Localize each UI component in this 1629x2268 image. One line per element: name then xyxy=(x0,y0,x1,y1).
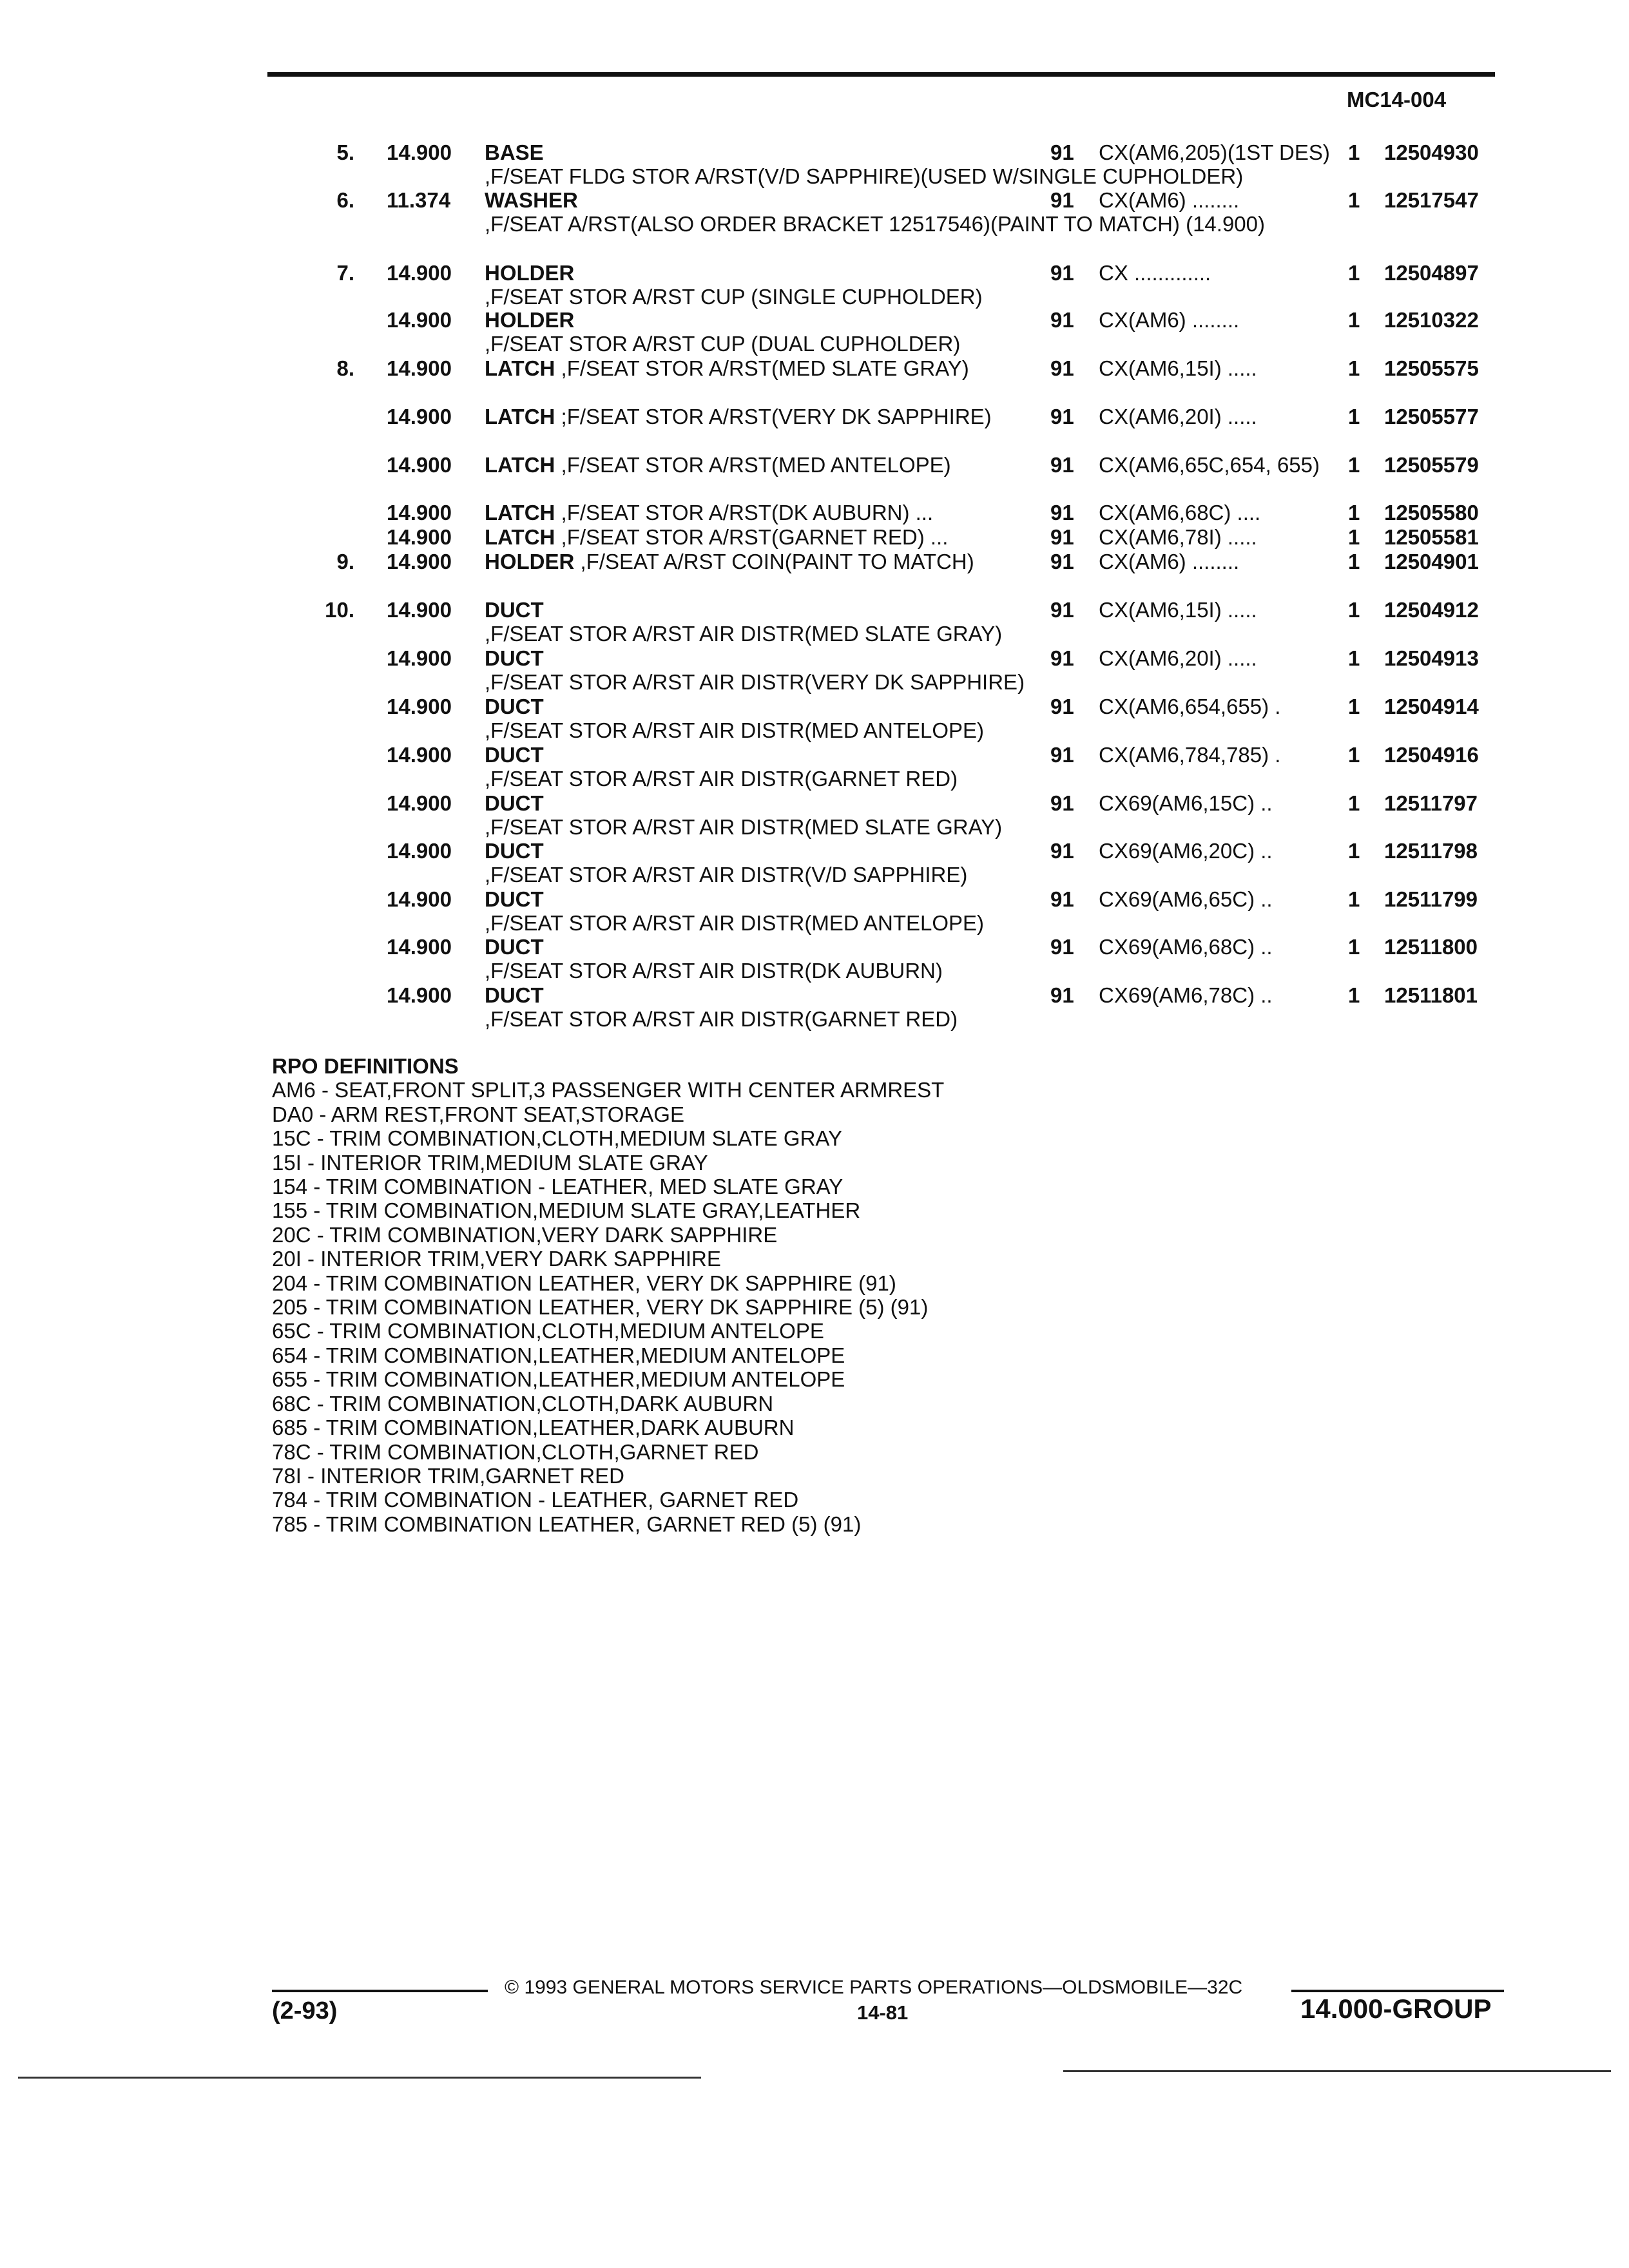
part-description xyxy=(485,356,1000,380)
part-name: DUCT xyxy=(485,791,544,815)
model-year: 91 xyxy=(1050,356,1074,380)
part-description xyxy=(485,525,1000,549)
model-usage: CX(AM6) ........ xyxy=(1099,308,1240,332)
part-description xyxy=(485,261,1000,309)
model-year: 91 xyxy=(1050,453,1074,477)
part-description xyxy=(485,501,1000,524)
model-usage: CX(AM6,65C,654, 655) xyxy=(1099,453,1320,477)
reference-number: 10. xyxy=(325,598,354,622)
rpo-item: 155 - TRIM COMBINATION,MEDIUM SLATE GRAY,LEATHER xyxy=(272,1198,861,1223)
model-year: 91 xyxy=(1050,501,1074,524)
quantity: 1 xyxy=(1348,453,1360,477)
model-usage: CX ............. xyxy=(1099,261,1211,285)
model-usage: CX(AM6) ........ xyxy=(1099,188,1240,212)
part-number: 12505575 xyxy=(1384,356,1479,380)
part-detail: ,F/SEAT STOR A/RST AIR DISTR(DK AUBURN) xyxy=(485,959,943,983)
rpo-item: 784 - TRIM COMBINATION - LEATHER, GARNET RED xyxy=(272,1488,799,1512)
quantity: 1 xyxy=(1348,261,1360,285)
rpo-item: DA0 - ARM REST,FRONT SEAT,STORAGE xyxy=(272,1102,684,1126)
quantity: 1 xyxy=(1348,887,1360,911)
part-detail: ,F/SEAT STOR A/RST(MED SLATE GRAY) xyxy=(555,356,969,380)
rpo-title: RPO DEFINITIONS xyxy=(272,1054,459,1078)
reference-number: 8. xyxy=(336,356,354,380)
rpo-item: 68C - TRIM COMBINATION,CLOTH,DARK AUBURN xyxy=(272,1391,774,1416)
group-number: 14.900 xyxy=(387,501,452,524)
rpo-item: AM6 - SEAT,FRONT SPLIT,3 PASSENGER WITH CENTER ARMREST xyxy=(272,1078,945,1102)
model-year: 91 xyxy=(1050,525,1074,549)
group-number: 14.900 xyxy=(387,791,452,815)
reference-number: 5. xyxy=(336,140,354,164)
rpo-item: 655 - TRIM COMBINATION,LEATHER,MEDIUM ANTELOPE xyxy=(272,1367,845,1392)
rpo-definitions xyxy=(272,1054,944,1536)
part-number: 12504930 xyxy=(1384,140,1479,164)
part-detail: ,F/SEAT STOR A/RST AIR DISTR(MED ANTELOPE) xyxy=(485,718,985,742)
group-number: 14.900 xyxy=(387,887,452,911)
group-number: 14.900 xyxy=(387,646,452,670)
model-usage: CX(AM6,20I) ..... xyxy=(1099,405,1257,428)
model-year: 91 xyxy=(1050,743,1074,767)
quantity: 1 xyxy=(1348,646,1360,670)
quantity: 1 xyxy=(1348,743,1360,767)
page-code: MC14-004 xyxy=(1347,88,1447,111)
model-usage: CX(AM6,78I) ..... xyxy=(1099,525,1257,549)
group-number: 14.900 xyxy=(387,743,452,767)
footer-left-rule xyxy=(272,1990,488,1992)
group-number: 14.900 xyxy=(387,983,452,1007)
part-number: 12504913 xyxy=(1384,646,1479,670)
rpo-item: 685 - TRIM COMBINATION,LEATHER,DARK AUBURN xyxy=(272,1416,795,1440)
quantity: 1 xyxy=(1348,308,1360,332)
model-year: 91 xyxy=(1050,839,1074,863)
part-name: HOLDER xyxy=(485,308,575,332)
group-number: 11.374 xyxy=(387,188,451,212)
part-detail: ,F/SEAT STOR A/RST AIR DISTR(MED SLATE GRAY) xyxy=(485,622,1003,646)
part-number: 12511801 xyxy=(1384,983,1478,1007)
model-usage: CX69(AM6,65C) .. xyxy=(1099,887,1273,911)
model-usage: CX69(AM6,15C) .. xyxy=(1099,791,1273,815)
part-detail: ,F/SEAT STOR A/RST AIR DISTR(MED ANTELOPE) xyxy=(485,911,985,935)
part-name: LATCH xyxy=(485,405,555,428)
quantity: 1 xyxy=(1348,598,1360,622)
part-detail: ,F/SEAT STOR A/RST(GARNET RED) ... xyxy=(555,525,949,549)
quantity: 1 xyxy=(1348,695,1360,718)
top-rule xyxy=(267,72,1495,77)
part-detail: ,F/SEAT A/RST COIN(PAINT TO MATCH) xyxy=(574,550,974,573)
rpo-item: 154 - TRIM COMBINATION - LEATHER, MED SLATE GRAY xyxy=(272,1175,843,1199)
group-number: 14.900 xyxy=(387,308,452,332)
part-detail: ,F/SEAT STOR A/RST AIR DISTR(GARNET RED) xyxy=(485,1007,958,1031)
model-usage: CX69(AM6,20C) .. xyxy=(1099,839,1273,863)
part-description xyxy=(485,308,1000,356)
part-description xyxy=(485,695,1000,742)
part-description xyxy=(485,791,1003,839)
quantity: 1 xyxy=(1348,405,1360,428)
part-detail: ,F/SEAT STOR A/RST AIR DISTR(GARNET RED) xyxy=(485,767,958,791)
part-detail: ,F/SEAT STOR A/RST AIR DISTR(MED SLATE GRAY) xyxy=(485,815,1003,839)
part-number: 12505580 xyxy=(1384,501,1479,524)
part-name: DUCT xyxy=(485,646,544,670)
part-number: 12511800 xyxy=(1384,935,1478,959)
part-detail: ,F/SEAT A/RST(ALSO ORDER BRACKET 12517546)(PAINT TO MATCH) (14.900) xyxy=(485,212,1265,236)
group-number: 14.900 xyxy=(387,525,452,549)
part-number: 12504901 xyxy=(1384,550,1479,573)
rpo-item: 654 - TRIM COMBINATION,LEATHER,MEDIUM ANTELOPE xyxy=(272,1343,845,1367)
rpo-item: 20C - TRIM COMBINATION,VERY DARK SAPPHIRE xyxy=(272,1222,778,1247)
part-description xyxy=(485,646,1025,694)
part-detail: ,F/SEAT STOR A/RST CUP (DUAL CUPHOLDER) xyxy=(485,332,961,356)
part-name: WASHER xyxy=(485,188,578,212)
model-year: 91 xyxy=(1050,935,1074,959)
model-year: 91 xyxy=(1050,188,1074,212)
part-description xyxy=(485,598,1003,646)
part-name: DUCT xyxy=(485,598,544,622)
model-usage: CX69(AM6,78C) .. xyxy=(1099,983,1273,1007)
part-name: DUCT xyxy=(485,935,544,959)
model-usage: CX69(AM6,68C) .. xyxy=(1099,935,1273,959)
group-number: 14.900 xyxy=(387,695,452,718)
model-usage: CX(AM6,205)(1ST DES) xyxy=(1099,140,1330,164)
rpo-item: 20I - INTERIOR TRIM,VERY DARK SAPPHIRE xyxy=(272,1247,721,1271)
part-detail: ,F/SEAT STOR A/RST AIR DISTR(V/D SAPPHIRE) xyxy=(485,863,968,887)
footer-right-rule xyxy=(1291,1990,1504,1992)
rpo-list xyxy=(272,1078,944,1536)
model-year: 91 xyxy=(1050,983,1074,1007)
quantity: 1 xyxy=(1348,983,1360,1007)
part-detail: ;F/SEAT STOR A/RST(VERY DK SAPPHIRE) xyxy=(555,405,992,428)
group-number: 14.900 xyxy=(387,839,452,863)
model-year: 91 xyxy=(1050,695,1074,718)
rpo-item: 15I - INTERIOR TRIM,MEDIUM SLATE GRAY xyxy=(272,1150,708,1175)
part-number: 12505579 xyxy=(1384,453,1479,477)
part-number: 12505577 xyxy=(1384,405,1479,428)
rpo-item: 78I - INTERIOR TRIM,GARNET RED xyxy=(272,1463,625,1488)
part-description xyxy=(485,983,1000,1031)
rpo-item: 785 - TRIM COMBINATION LEATHER, GARNET RED (5) (91) xyxy=(272,1512,862,1536)
part-description xyxy=(485,935,1000,983)
part-detail: ,F/SEAT STOR A/RST(MED ANTELOPE) xyxy=(555,453,951,477)
group-number: 14.900 xyxy=(387,550,452,573)
reference-number: 7. xyxy=(336,261,354,285)
part-description xyxy=(485,405,1000,428)
model-year: 91 xyxy=(1050,887,1074,911)
part-number: 12505581 xyxy=(1384,525,1479,549)
model-year: 91 xyxy=(1050,308,1074,332)
model-usage: CX(AM6,68C) .... xyxy=(1099,501,1261,524)
bottom-rule-left xyxy=(18,2077,701,2079)
model-usage: CX(AM6,20I) ..... xyxy=(1099,646,1257,670)
part-number: 12504897 xyxy=(1384,261,1479,285)
model-usage: CX(AM6,784,785) . xyxy=(1099,743,1281,767)
quantity: 1 xyxy=(1348,140,1360,164)
rpo-item: 205 - TRIM COMBINATION LEATHER, VERY DK SAPPHIRE (5) (91) xyxy=(272,1295,929,1320)
footer-group: 14.000-GROUP xyxy=(1300,1994,1492,2024)
part-description xyxy=(485,743,1000,791)
quantity: 1 xyxy=(1348,791,1360,815)
quantity: 1 xyxy=(1348,188,1360,212)
model-year: 91 xyxy=(1050,261,1074,285)
model-year: 91 xyxy=(1050,140,1074,164)
part-number: 12510322 xyxy=(1384,308,1479,332)
part-name: BASE xyxy=(485,140,544,164)
rpo-item: 78C - TRIM COMBINATION,CLOTH,GARNET RED xyxy=(272,1439,759,1464)
footer-date: (2-93) xyxy=(272,1997,338,2024)
quantity: 1 xyxy=(1348,550,1360,573)
part-name: DUCT xyxy=(485,983,544,1007)
model-year: 91 xyxy=(1050,598,1074,622)
part-number: 12504912 xyxy=(1384,598,1479,622)
model-year: 91 xyxy=(1050,791,1074,815)
part-description xyxy=(485,887,1000,935)
model-year: 91 xyxy=(1050,405,1074,428)
reference-number: 9. xyxy=(336,550,354,573)
part-name: LATCH xyxy=(485,525,555,549)
part-number: 12511797 xyxy=(1384,791,1478,815)
group-number: 14.900 xyxy=(387,405,452,428)
model-usage: CX(AM6,15I) ..... xyxy=(1099,356,1257,380)
part-name: HOLDER xyxy=(485,550,575,573)
quantity: 1 xyxy=(1348,356,1360,380)
quantity: 1 xyxy=(1348,525,1360,549)
part-name: DUCT xyxy=(485,743,544,767)
group-number: 14.900 xyxy=(387,261,452,285)
part-name: LATCH xyxy=(485,501,555,524)
part-description xyxy=(485,839,1000,887)
part-description xyxy=(485,453,1000,477)
rpo-item: 65C - TRIM COMBINATION,CLOTH,MEDIUM ANTELOPE xyxy=(272,1319,824,1343)
group-number: 14.900 xyxy=(387,140,452,164)
model-year: 91 xyxy=(1050,646,1074,670)
part-number: 12511799 xyxy=(1384,887,1478,911)
reference-number: 6. xyxy=(336,188,354,212)
quantity: 1 xyxy=(1348,501,1360,524)
model-year: 91 xyxy=(1050,550,1074,573)
footer-copyright: © 1993 GENERAL MOTORS SERVICE PARTS OPERATIONS—OLDSMOBILE—32C xyxy=(505,1977,1243,1998)
rpo-item: 204 - TRIM COMBINATION LEATHER, VERY DK SAPPHIRE (91) xyxy=(272,1271,896,1295)
part-detail: ,F/SEAT STOR A/RST(DK AUBURN) ... xyxy=(555,501,934,524)
model-usage: CX(AM6,15I) ..... xyxy=(1099,598,1257,622)
part-name: LATCH xyxy=(485,453,555,477)
group-number: 14.900 xyxy=(387,453,452,477)
part-name: DUCT xyxy=(485,695,544,718)
group-number: 14.900 xyxy=(387,598,452,622)
part-name: HOLDER xyxy=(485,261,575,285)
part-number: 12511798 xyxy=(1384,839,1478,863)
part-number: 12504916 xyxy=(1384,743,1479,767)
group-number: 14.900 xyxy=(387,935,452,959)
part-name: DUCT xyxy=(485,839,544,863)
quantity: 1 xyxy=(1348,839,1360,863)
part-description xyxy=(485,550,1000,573)
quantity: 1 xyxy=(1348,935,1360,959)
part-number: 12517547 xyxy=(1384,188,1479,212)
model-usage: CX(AM6) ........ xyxy=(1099,550,1240,573)
part-name: DUCT xyxy=(485,887,544,911)
part-name: LATCH xyxy=(485,356,555,380)
rpo-item: 15C - TRIM COMBINATION,CLOTH,MEDIUM SLATE GRAY xyxy=(272,1126,842,1151)
part-detail: ,F/SEAT STOR A/RST AIR DISTR(VERY DK SAPPHIRE) xyxy=(485,670,1025,694)
model-usage: CX(AM6,654,655) . xyxy=(1099,695,1281,718)
part-detail: ,F/SEAT STOR A/RST CUP (SINGLE CUPHOLDER) xyxy=(485,285,983,309)
part-detail: ,F/SEAT FLDG STOR A/RST(V/D SAPPHIRE)(USED W/SINGLE CUPHOLDER) xyxy=(485,164,1244,188)
bottom-rule-right xyxy=(1063,2070,1611,2072)
group-number: 14.900 xyxy=(387,356,452,380)
footer-page-number: 14-81 xyxy=(857,2001,909,2024)
part-number: 12504914 xyxy=(1384,695,1479,718)
